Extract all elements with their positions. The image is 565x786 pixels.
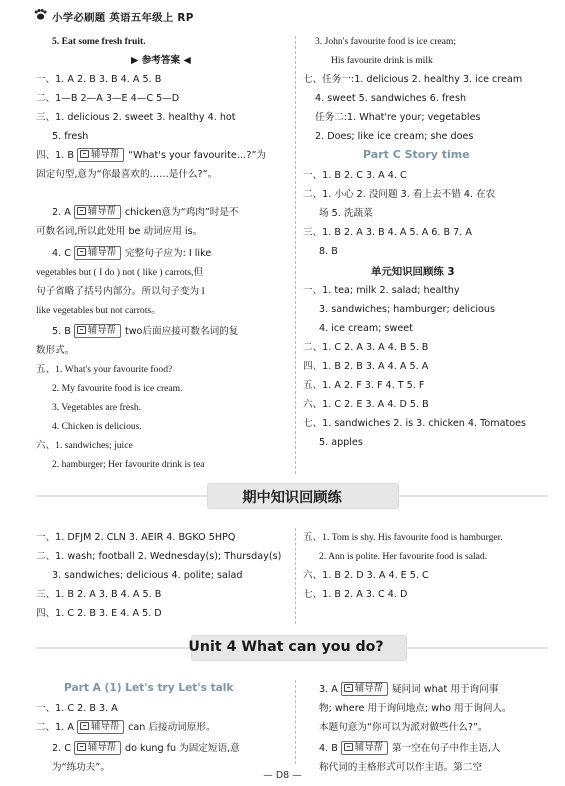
book-icon [77, 248, 86, 256]
book-icon [77, 207, 86, 215]
unit4-title: Unit 4 What can you do? [188, 639, 384, 655]
page-number: — D8 — [263, 770, 302, 781]
tutor-tag: 辅导帮 [74, 205, 121, 219]
answer-line: 3. Vegetables are fresh. [52, 402, 142, 413]
answer-line: 六、1. sandwiches; juice [36, 440, 133, 451]
header-title: 小学必刷题 英语五年级上 RP [52, 12, 194, 24]
section-heading-part-a: Part A (1) Let's try Let's talk [64, 682, 234, 694]
answer-line: 一、1. B 2. C 3. A 4. C [303, 170, 407, 181]
answer-line: 5. apples [319, 437, 363, 448]
answer-line: 七、1. sandwiches 2. is 3. chicken 4. Tomatoes [303, 418, 526, 429]
book-icon [344, 684, 353, 692]
book-icon [77, 743, 86, 751]
answer-line: 一、1. A 2. B 3. B 4. A 5. B [36, 74, 162, 85]
answer-line: 2. Does; like ice cream; she does [315, 131, 474, 142]
answer-line: 三、1. delicious 2. sweet 3. healthy 4. hot [36, 112, 236, 123]
answer-line: 5. Eat some fresh fruit. [52, 36, 146, 47]
column-divider [295, 528, 296, 624]
paw-logo-icon [34, 9, 47, 20]
answer-line: 三、1. B 2. A 3. B 4. A 5. A 6. B 7. A [303, 227, 472, 238]
answer-line: 4. sweet 5. sandwiches 6. fresh [315, 93, 467, 104]
answer-line: 3. John's favourite food is ice cream; [315, 36, 457, 47]
answer-line: 三、1. B 2. A 3. B 4. A 5. B [36, 589, 162, 600]
midterm-banner [36, 482, 548, 510]
answer-line: 2. hamburger; Her favourite drink is tea [52, 459, 205, 470]
explanation-line: 称代词的主格形式可以作主语。第二空 [319, 762, 483, 773]
explanation-line: vegetables but ( I do ) not ( like ) carrots,但 [36, 267, 204, 278]
tutor-tag: 辅导帮 [77, 148, 124, 162]
tutor-tag: 辅导帮 [341, 741, 388, 755]
unit4-banner [36, 634, 548, 662]
answer-line: 五、1. Tom is shy. His favourite food is hamburger. [303, 532, 503, 543]
answer-line: 2. Ann is polite. Her favourite food is salad. [319, 551, 488, 562]
answer-line: 二、1. C 2. A 3. A 4. B 5. B [303, 342, 429, 353]
tutor-tag: 辅导帮 [74, 324, 121, 338]
explanation-line: 句子省略了括号内部分。所以句子变为 I [36, 286, 205, 297]
answer-line: 8. B [319, 246, 338, 257]
book-icon [77, 326, 86, 334]
answer-line: 二、1. 小心 2. 没问题 3. 看上去不错 4. 在农 [303, 189, 496, 200]
answer-line: 六、1. C 2. E 3. A 4. D 5. B [303, 399, 429, 410]
section-heading-part-c: Part C Story time [363, 148, 470, 161]
tutor-tag: 辅导帮 [341, 682, 388, 696]
explanation-line: 固定句型,意为“你最喜欢的……是什么?”。 [36, 169, 218, 180]
answer-line: 3. sandwiches; delicious 4. polite; salad [52, 570, 243, 581]
answer-line: 3. A 辅导帮 疑问词 what 用于询问事 [319, 683, 499, 695]
answer-line: 一、1. C 2. B 3. A [36, 703, 118, 714]
answer-line: 六、1. B 2. D 3. A 4. E 5. C [303, 570, 429, 581]
tutor-tag: 辅导帮 [77, 720, 124, 734]
column-divider [295, 680, 296, 764]
explanation-line: like vegetables but not carrots。 [36, 305, 161, 316]
answer-line: 任务二:1. What're your; vegetables [315, 112, 481, 123]
answer-line: 一、1. DFJM 2. CLN 3. AEIR 4. BGKO 5HPQ [36, 532, 236, 543]
answer-line: 四、1. C 2. B 3. E 4. A 5. D [36, 608, 162, 619]
book-icon [80, 150, 89, 158]
tutor-tag: 辅导帮 [74, 741, 121, 755]
answer-line: 五、1. A 2. F 3. F 4. T 5. F [303, 380, 425, 391]
tutor-tag: 辅导帮 [74, 246, 121, 260]
answer-line: 2. C 辅导帮 do kung fu 为固定短语,意 [52, 742, 240, 754]
explanation-line: 数形式。 [36, 345, 75, 356]
explanation-line: 物; where 用于询问地点; who 用于询问人。 [319, 703, 512, 714]
explanation-line: 本题句意为“你可以为派对做些什么?”。 [319, 722, 488, 733]
section-heading-answers: ▶ 参考答案 ◀ [131, 55, 191, 66]
answer-line: 5. fresh [52, 131, 89, 142]
answer-line: 4. ice cream; sweet [319, 323, 413, 334]
answer-line: 场 5. 洗蔬菜 [319, 208, 373, 219]
answer-line: 2. A 辅导帮 chicken意为“鸡肉”时是不 [52, 206, 239, 218]
answer-line: 3. sandwiches; hamburger; delicious [319, 304, 495, 315]
book-icon [80, 722, 89, 730]
answer-line: 七、1. B 2. A 3. C 4. D [303, 589, 408, 600]
answer-line: 二、1—B 2—A 3—E 4—C 5—D [36, 93, 180, 104]
answer-line: 2. My favourite food is ice cream. [52, 383, 183, 394]
answer-line: 二、1. wash; football 2. Wednesday(s); Thursday(s) [36, 551, 282, 562]
explanation-line: 可数名词,所以此处用 be 动词应用 is。 [36, 226, 203, 237]
answer-line: His favourite drink is milk [331, 55, 433, 66]
answer-line: 五、1. What's your favourite food? [36, 364, 173, 375]
column-divider [295, 36, 296, 474]
answer-line: 四、1. B 辅导帮 “What's your favourite…?”为 [36, 149, 267, 161]
answer-line: 4. C 辅导帮 完整句子应为: I like [52, 247, 212, 259]
midterm-title: 期中知识回顾练 [242, 490, 342, 506]
section-heading-unit-review: 单元知识回顾练 3 [371, 266, 455, 278]
answer-line: 一、1. tea; milk 2. salad; healthy [303, 285, 460, 296]
answer-line: 四、1. B 2. B 3. A 4. A 5. A [303, 361, 429, 372]
answer-line: 二、1. A 辅导帮 can 后接动词原形。 [36, 721, 216, 733]
answer-line: 4. Chicken is delicious. [52, 421, 142, 432]
answer-line: 七、任务一:1. delicious 2. healthy 3. ice cream [303, 74, 523, 85]
explanation-line: 为“练功夫”。 [52, 762, 110, 773]
answer-line: 5. B 辅导帮 two后面应接可数名词的复 [52, 325, 239, 337]
page-header [0, 0, 565, 26]
answer-line: 4. B 辅导帮 第一空在句子中作主语,人 [319, 742, 501, 754]
book-icon [344, 743, 353, 751]
